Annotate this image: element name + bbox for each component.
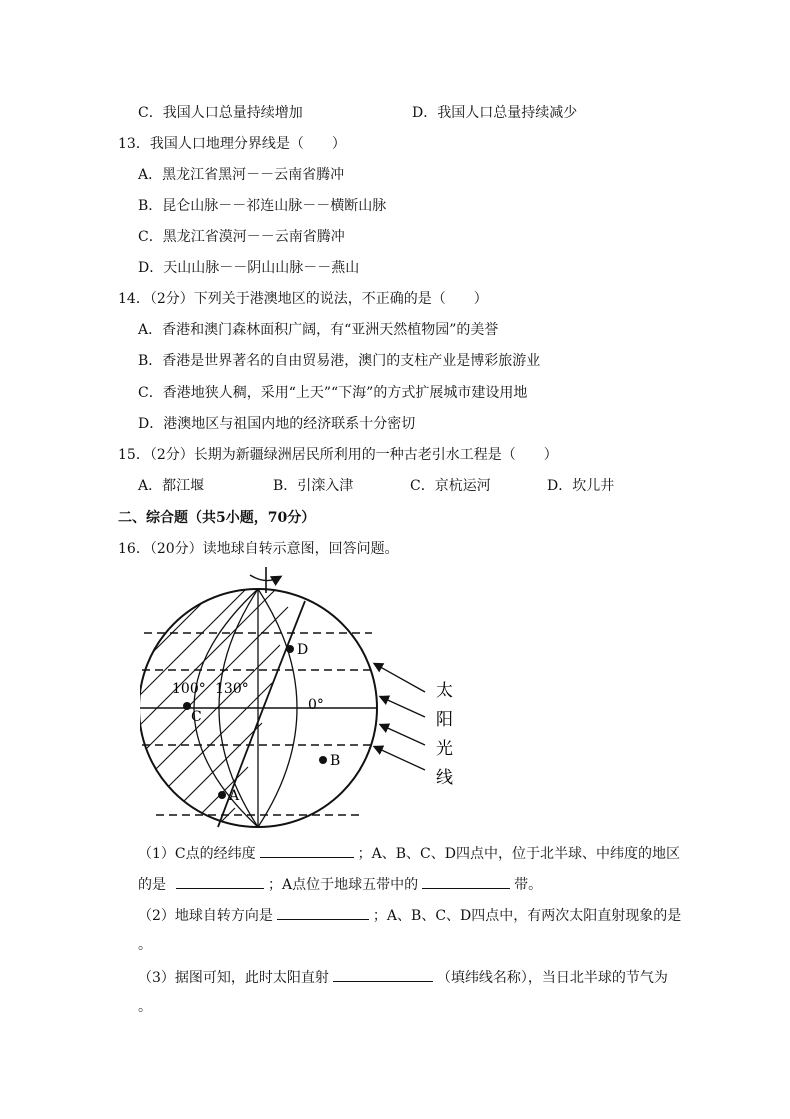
label-100: 100° <box>172 681 206 697</box>
q13-option-d: D．天山山脉－－阴山山脉－－燕山 <box>138 260 360 276</box>
answer-blank-5[interactable] <box>333 967 433 982</box>
rotation-arrow-icon <box>250 575 280 581</box>
q14-option-d: D．港澳地区与祖国内地的经济联系十分密切 <box>138 416 416 432</box>
point-c <box>183 702 191 710</box>
q16-stem: 16．（20分）读地球自转示意图，回答问题。 <box>118 541 399 557</box>
q15-option-b: B．引滦入津 <box>273 478 354 494</box>
sunlight-char-3: 光 <box>436 739 453 759</box>
section-title: 二、综合题（共5小题，70分） <box>118 510 316 526</box>
q15-option-c: C．京杭运河 <box>410 478 491 494</box>
q16-sub1-line1 <box>138 843 680 863</box>
night-hatch <box>140 575 288 833</box>
label-a: A <box>229 788 240 804</box>
point-b <box>319 756 327 764</box>
q15-option-a: A．都江堰 <box>138 478 205 494</box>
sunlight-label <box>436 681 453 788</box>
label-130: 130° <box>215 681 249 697</box>
q16-sub1-line2 <box>138 874 542 894</box>
sunlight-char-4: 线 <box>436 768 453 788</box>
label-0: 0° <box>308 697 324 713</box>
q13-stem: 13．我国人口地理分界线是（ ） <box>118 136 346 152</box>
q16-sub2-line2: 。 <box>138 937 152 953</box>
point-a <box>218 791 226 799</box>
label-d: D <box>297 642 309 658</box>
label-c: C <box>191 709 202 725</box>
q16-sub1-text-a: （1）C点的经纬度 <box>138 846 256 862</box>
sunlight-char-1: 太 <box>436 681 453 701</box>
q14-option-a: A．香港和澳门森林面积广阔，有“亚洲天然植物园”的美誉 <box>138 322 499 338</box>
q12-option-c: C．我国人口总量持续增加 <box>138 105 303 121</box>
q16-sub1-text-b: ；A、B、C、D四点中，位于北半球、中纬度的地区 <box>357 846 680 862</box>
q16-sub2-text-b: ；A、B、C、D四点中，有两次太阳直射现象的是 <box>372 908 682 924</box>
q16-sub2-line1 <box>138 905 681 925</box>
q16-sub1-text-e: 带。 <box>514 877 543 893</box>
label-b: B <box>330 753 341 769</box>
answer-blank-4[interactable] <box>277 905 369 920</box>
q14-option-b: B．香港是世界著名的自由贸易港，澳门的支柱产业是博彩旅游业 <box>138 353 541 369</box>
q14-stem: 14．（2分）下列关于港澳地区的说法，不正确的是（ ） <box>118 291 488 307</box>
q13-option-c: C．黑龙江省漠河－－云南省腾冲 <box>138 229 345 245</box>
q16-sub2-text-a: （2）地球自转方向是 <box>138 908 273 924</box>
sunlight-char-2: 阳 <box>436 710 453 730</box>
q15-option-d: D．坎儿井 <box>547 478 615 494</box>
q15-stem: 15．（2分）长期为新疆绿洲居民所利用的一种古老引水工程是（ ） <box>118 447 558 463</box>
q16-sub1-text-c: 的是 <box>138 877 166 893</box>
answer-blank-2[interactable] <box>176 874 264 889</box>
q16-sub3-text-b: （填纬线名称），当日北半球的节气为 <box>436 970 668 986</box>
q16-sub1-text-d: ；A点位于地球五带中的 <box>268 877 419 893</box>
q12-option-d: D．我国人口总量持续减少 <box>412 105 578 121</box>
earth-rotation-diagram <box>140 565 480 835</box>
answer-blank-1[interactable] <box>260 843 354 858</box>
q16-sub3-line2: 。 <box>138 999 152 1015</box>
q14-option-c: C．香港地狭人稠，采用“上天”“下海”的方式扩展城市建设用地 <box>138 385 528 401</box>
q13-option-b: B．昆仑山脉－－祁连山脉－－横断山脉 <box>138 198 387 214</box>
point-d <box>286 645 294 653</box>
sunlight-arrows <box>375 664 425 770</box>
q13-option-a: A．黑龙江省黑河－－云南省腾冲 <box>138 167 345 183</box>
q16-sub3-text-a: （3）据图可知，此时太阳直射 <box>138 970 329 986</box>
answer-blank-3[interactable] <box>422 874 510 889</box>
q16-sub3-line1 <box>138 967 668 987</box>
